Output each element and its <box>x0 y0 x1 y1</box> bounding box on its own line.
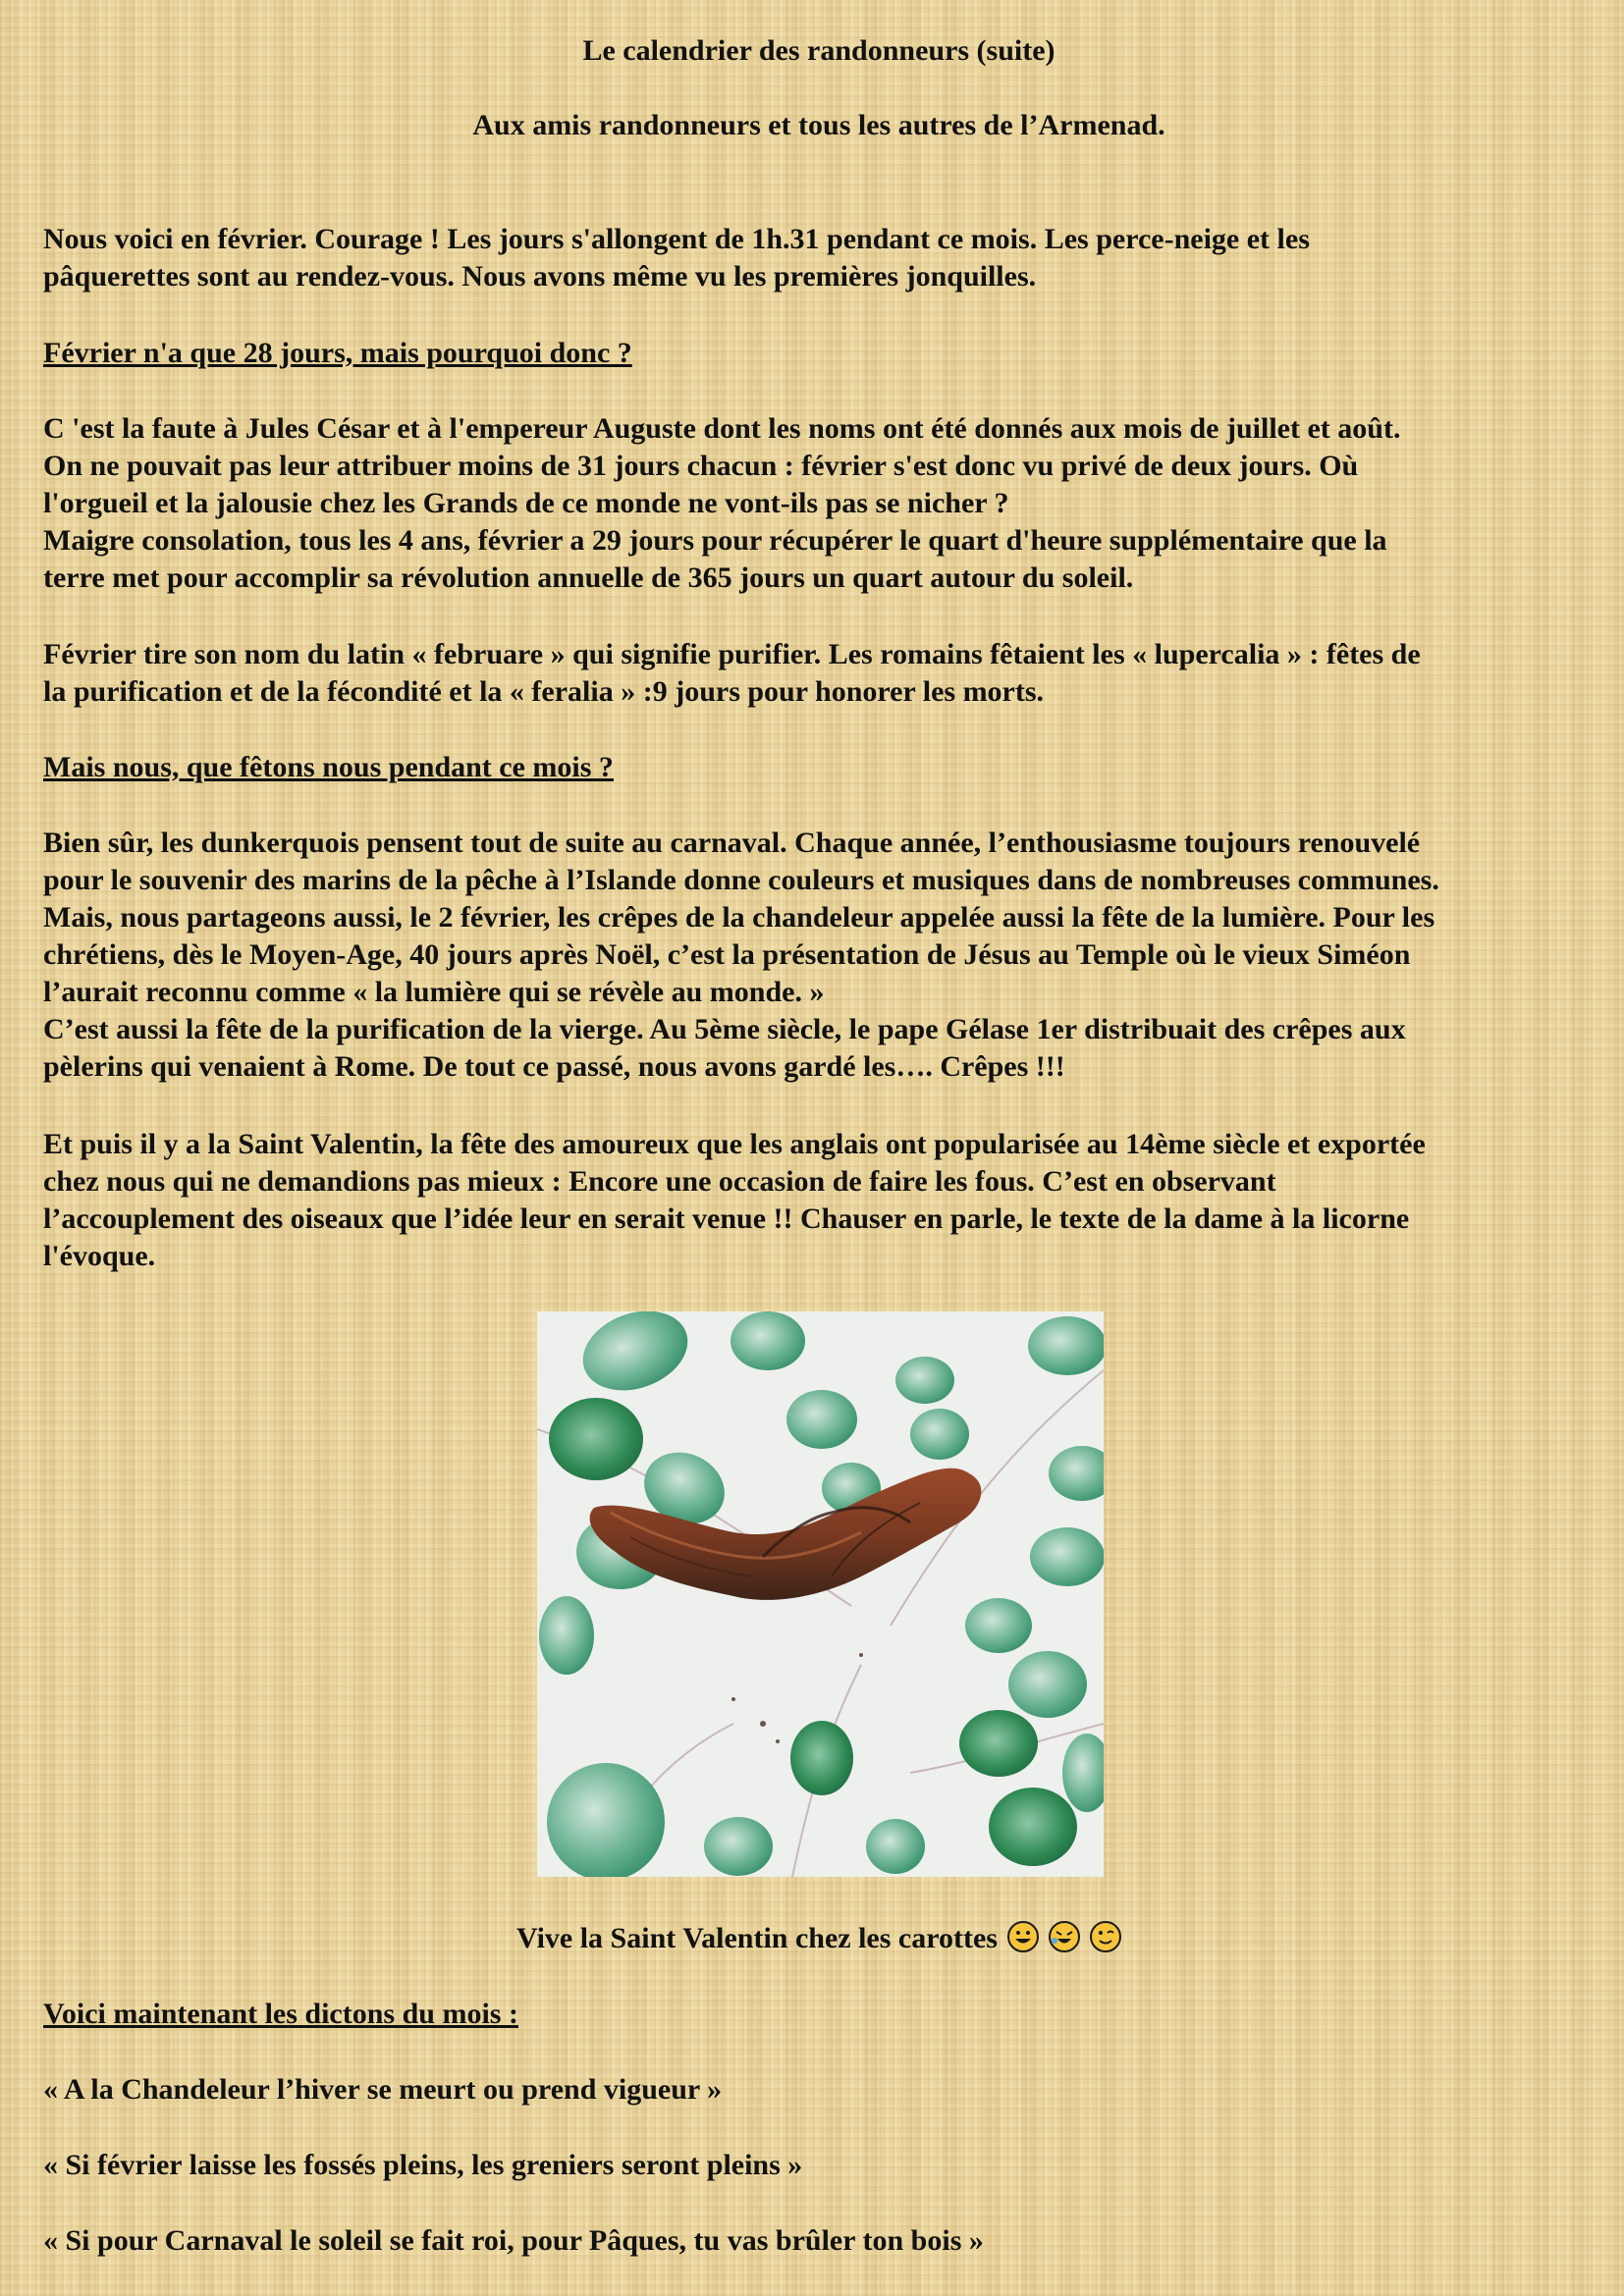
paragraph-line: C 'est la faute à Jules César et à l'empereur Auguste dont les noms ont été donnés aux mois de juillet et août. <box>43 412 1401 445</box>
paragraph-line: chez nous qui ne demandions pas mieux : Encore une occasion de faire les fous. C’est en observant <box>43 1165 1276 1198</box>
intro-paragraph <box>43 221 1595 295</box>
intro-line: pâquerettes sont au rendez-vous. Nous avons même vu les premières jonquilles. <box>43 260 1037 293</box>
carrot-photo-illustration <box>537 1311 1104 1877</box>
section-heading-february: Février n'a que 28 jours, mais pourquoi donc ? <box>43 337 632 369</box>
document-subtitle: Aux amis randonneurs et tous les autres de l’Armenad. <box>472 109 1165 141</box>
paragraph-line: Mais, nous partageons aussi, le 2 février, les crêpes de la chandeleur appelée aussi la fête de la lumière. Pour les <box>43 901 1435 934</box>
saying-item: « A la Chandeleur l’hiver se meurt ou prend vigueur » <box>43 2073 723 2106</box>
paragraph-line: pèlerins qui venaient à Rome. De tout ce passé, nous avons gardé les…. Crêpes !!! <box>43 1050 1065 1083</box>
document-title: Le calendrier des randonneurs (suite) <box>582 34 1056 67</box>
intro-line: Nous voici en février. Courage ! Les jours s'allongent de 1h.31 pendant ce mois. Les perce-neige et les <box>43 223 1310 255</box>
paragraph-line: On ne pouvait pas leur attribuer moins de 31 jours chacun : février s'est donc vu privé de deux jours. Où <box>43 450 1359 482</box>
paragraph-line: l'évoque. <box>43 1240 156 1272</box>
saying-item: « Si février laisse les fossés pleins, les greniers seront pleins » <box>43 2149 803 2181</box>
paragraph-line: Et puis il y a la Saint Valentin, la fête des amoureux que les anglais ont popularisée au 14ème siècle et exportée <box>43 1128 1426 1160</box>
valentine-paragraph <box>43 1126 1595 1275</box>
paragraph-line: Bien sûr, les dunkerquois pensent tout de suite au carnaval. Chaque année, l’enthousiasme toujours renouvelé <box>43 827 1421 859</box>
winking-face-icon <box>1090 1921 1121 1952</box>
carrot-photo <box>537 1311 1104 1877</box>
paragraph-line: chrétiens, dès le Moyen-Age, 40 jours après Noël, c’est la présentation de Jésus au Temple où le vieux Siméon <box>43 938 1411 971</box>
section-heading-sayings: Voici maintenant les dictons du mois : <box>43 1998 518 2030</box>
photo-caption <box>43 1920 1595 1957</box>
february-origin-paragraph <box>43 636 1595 711</box>
paragraph-line: l’accouplement des oiseaux que l’idée leur en serait venue !! Chauser en parle, le texte de la dame à la licorne <box>43 1202 1410 1235</box>
paragraph-line: pour le souvenir des marins de la pêche à l’Islande donne couleurs et musiques dans de nombreuses communes. <box>43 864 1439 896</box>
rolling-laughing-face-icon <box>1049 1921 1080 1952</box>
paragraph-line: terre met pour accomplir sa révolution annuelle de 365 jours un quart autour du soleil. <box>43 561 1134 594</box>
saying-item: « Si pour Carnaval le soleil se fait roi, pour Pâques, tu vas brûler ton bois » <box>43 2224 984 2257</box>
section-heading-celebrations: Mais nous, que fêtons nous pendant ce mois ? <box>43 751 614 783</box>
paragraph-line: la purification et de la fécondité et la « feralia » :9 jours pour honorer les morts. <box>43 675 1045 708</box>
celebrations-paragraph <box>43 825 1595 1086</box>
paragraph-line: l'orgueil et la jalousie chez les Grands de ce monde ne vont-ils pas se nicher ? <box>43 487 1009 519</box>
paragraph-line: C’est aussi la fête de la purification de la vierge. Au 5ème siècle, le pape Gélase 1er distribuait des crêpes aux <box>43 1013 1406 1045</box>
paragraph-line: l’aurait reconnu comme « la lumière qui se révèle au monde. » <box>43 976 825 1008</box>
paragraph-line: Février tire son nom du latin « februare » qui signifie purifier. Les romains fêtaient les « lupercalia » : fêtes de <box>43 638 1421 670</box>
caption-text: Vive la Saint Valentin chez les carottes <box>516 1922 998 1954</box>
paragraph-line: Maigre consolation, tous les 4 ans, février a 29 jours pour récupérer le quart d'heure supplémentaire que la <box>43 524 1387 557</box>
february-explanation-paragraph <box>43 410 1595 597</box>
grinning-face-icon <box>1007 1921 1039 1952</box>
